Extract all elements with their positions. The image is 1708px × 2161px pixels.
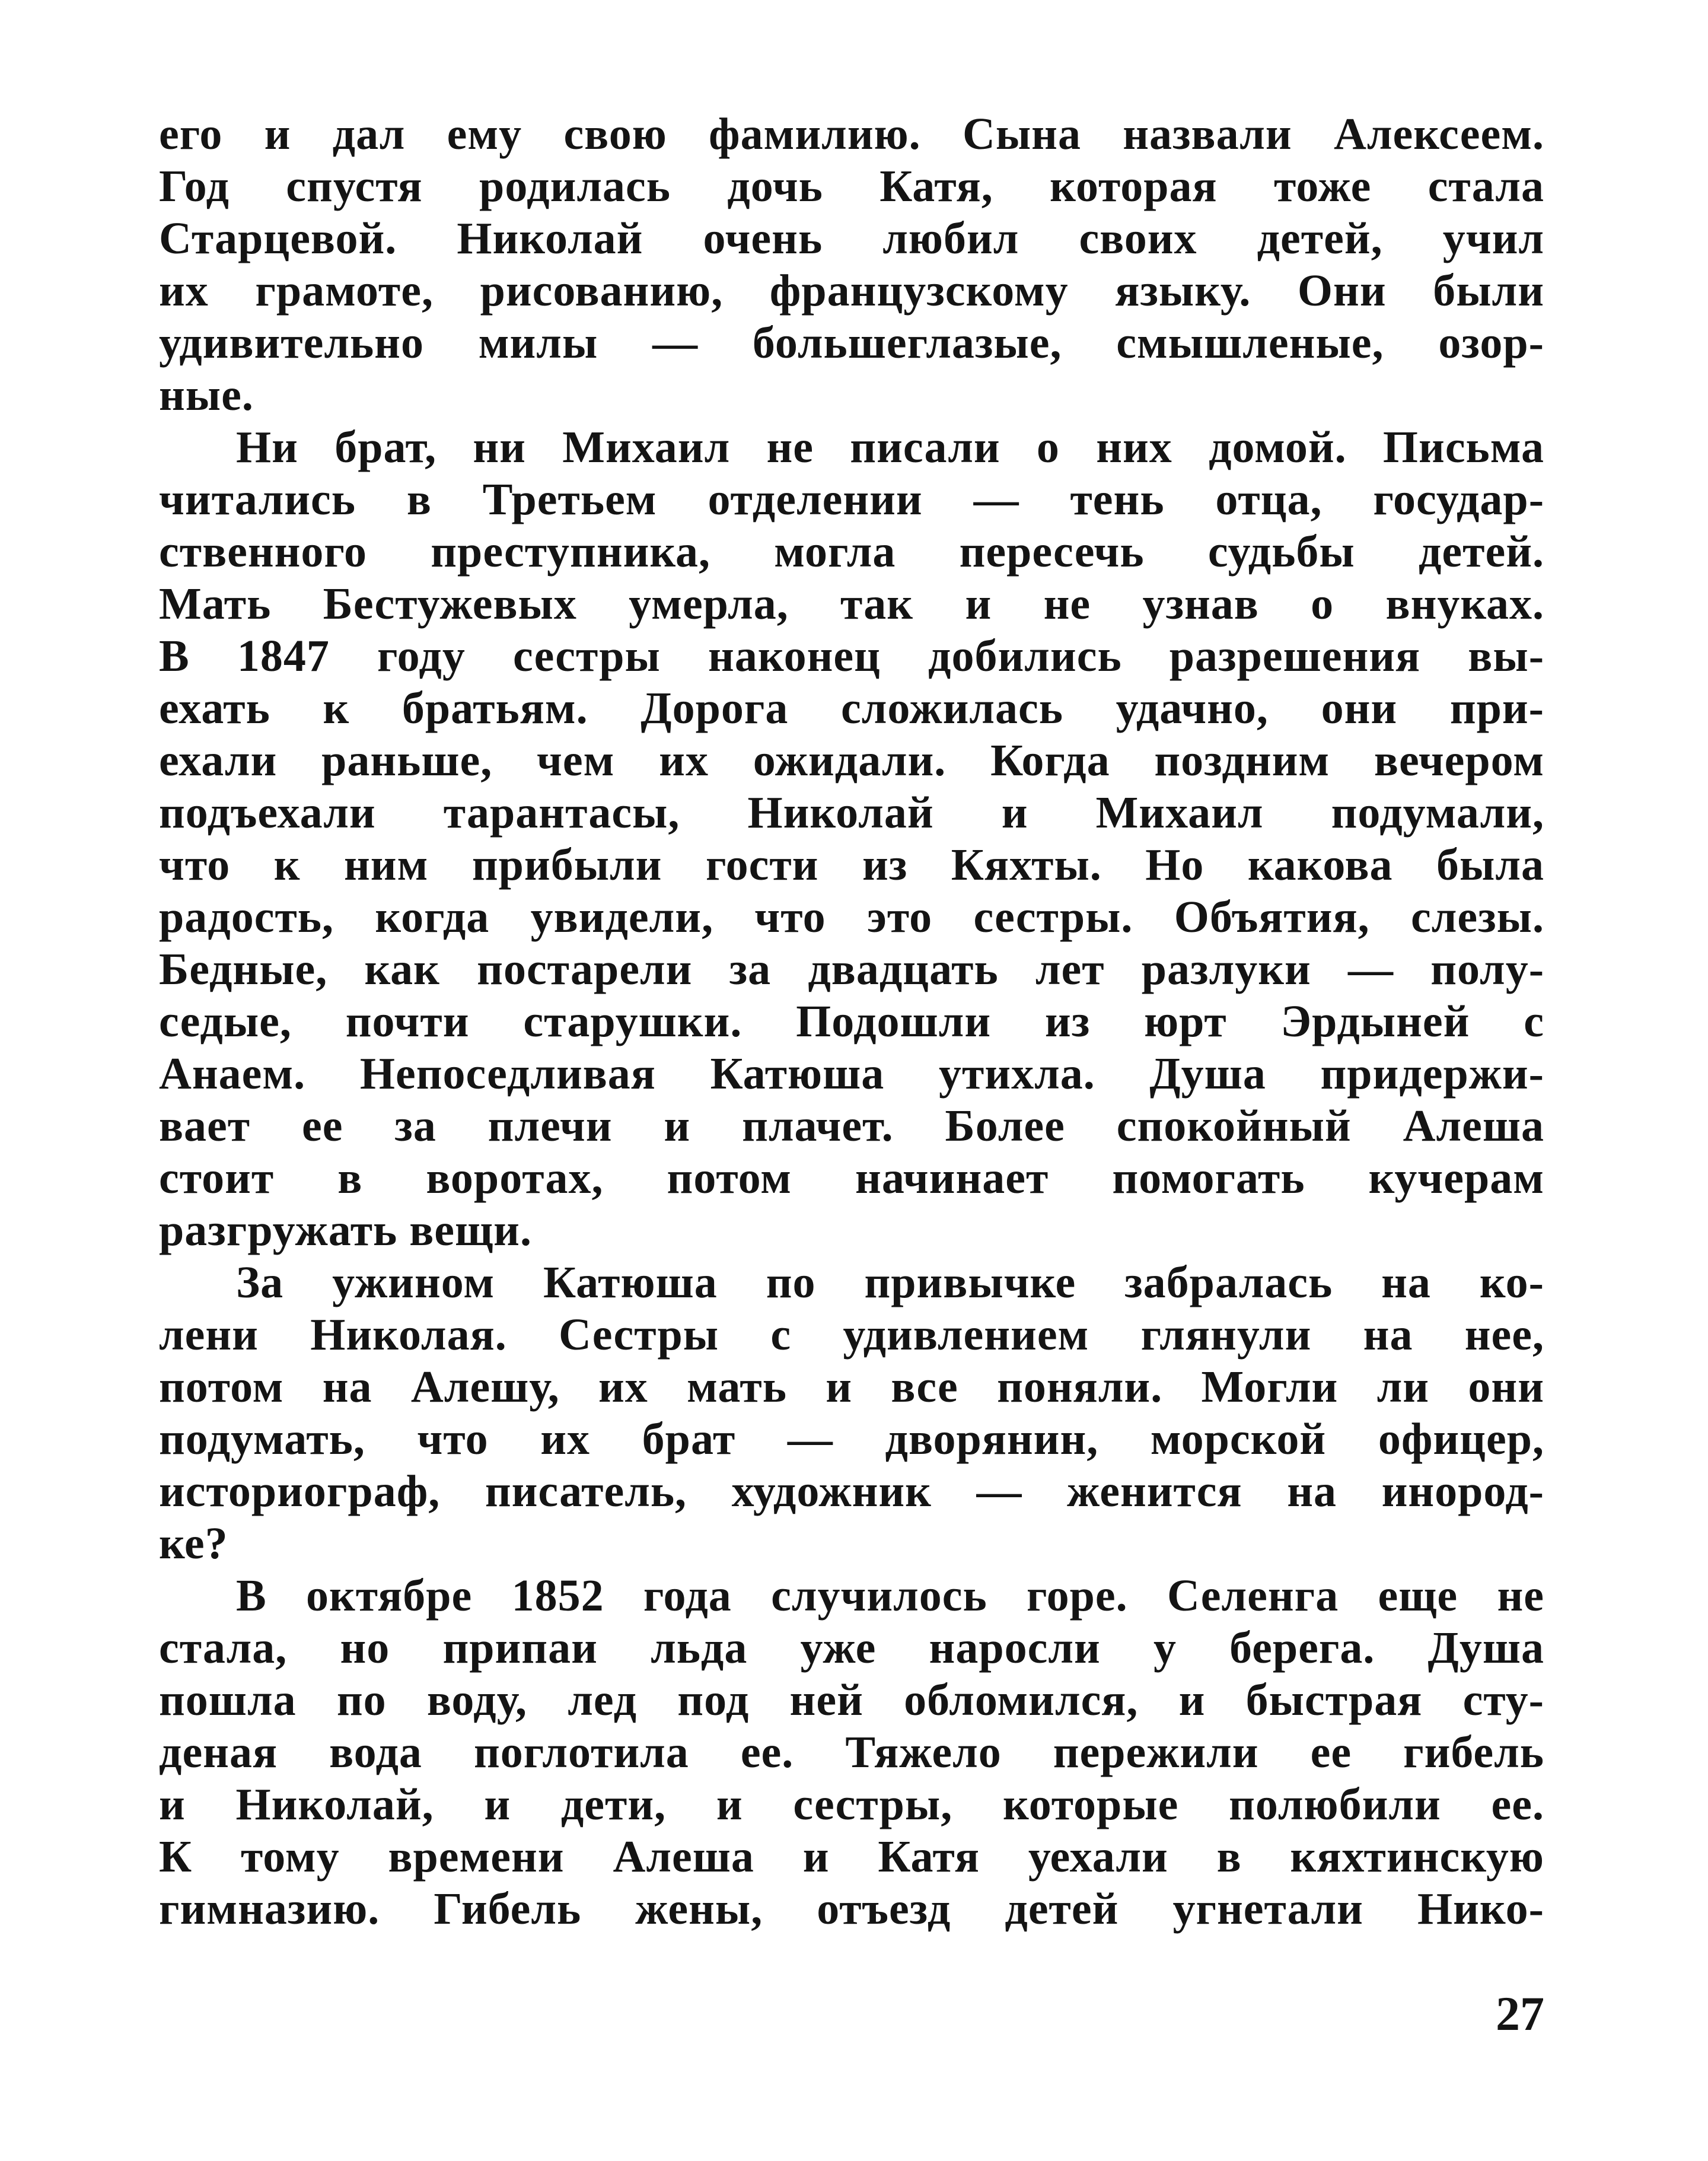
text-line: стоит в воротах, потом начинает помогать кучерам [159, 1153, 1544, 1203]
text-line: ные. [159, 370, 254, 420]
text-line: потом на Алешу, их мать и все поняли. Могли ли они [159, 1362, 1544, 1412]
paragraph [159, 1570, 1544, 1935]
text-line: В 1847 году сестры наконец добились разрешения вы- [159, 631, 1544, 681]
text-line: удивительно милы — большеглазые, смышленые, озор- [159, 318, 1544, 368]
text-line: Бедные, как постарели за двадцать лет разлуки — полу- [159, 944, 1544, 994]
page-number: 27 [1496, 1987, 1544, 2041]
text-line: разгружать вещи. [159, 1205, 532, 1255]
text-line: деная вода поглотила ее. Тяжело пережили ее гибель [159, 1727, 1544, 1777]
text-line: ехать к братьям. Дорога сложилась удачно, они при- [159, 683, 1544, 733]
text-line: К тому времени Алеша и Катя уехали в кяхтинскую [159, 1832, 1544, 1882]
text-line: подумать, что их брат — дворянин, морской офицер, [159, 1414, 1544, 1464]
paragraph [159, 1256, 1544, 1570]
text-line: историограф, писатель, художник — женится на инород- [159, 1466, 1544, 1516]
text-line: лени Николая. Сестры с удивлением глянули на нее, [159, 1310, 1544, 1360]
text-line: их грамоте, рисованию, французскому языку. Они были [159, 266, 1544, 316]
text-line: и Николай, и дети, и сестры, которые полюбили ее. [159, 1780, 1544, 1829]
text-line: вает ее за плечи и плачет. Более спокойный Алеша [159, 1101, 1544, 1151]
paragraph [159, 421, 1544, 1256]
page-text [159, 108, 1544, 1935]
text-line: пошла по воду, лед под ней обломился, и быстрая сту- [159, 1675, 1544, 1725]
paragraph [159, 108, 1544, 421]
text-line: его и дал ему свою фамилию. Сына назвали Алексеем. [159, 109, 1544, 159]
text-line: Анаем. Непоседливая Катюша утихла. Душа придержи- [159, 1049, 1544, 1099]
text-line: ке? [159, 1519, 228, 1568]
text-line: радость, когда увидели, что это сестры. Объятия, слезы. [159, 892, 1544, 942]
text-line: В октябре 1852 года случилось горе. Селенга еще не [236, 1571, 1544, 1621]
text-line: стала, но припаи льда уже наросли у берега. Душа [159, 1623, 1544, 1673]
text-line: Старцевой. Николай очень любил своих детей, учил [159, 214, 1544, 263]
text-line: седые, почти старушки. Подошли из юрт Эрдыней с [159, 997, 1544, 1046]
text-line: За ужином Катюша по привычке забралась на ко- [236, 1258, 1544, 1307]
text-line: Год спустя родилась дочь Катя, которая тоже стала [159, 161, 1544, 211]
text-line: читались в Третьем отделении — тень отца, государ- [159, 475, 1544, 524]
text-line: ственного преступника, могла пересечь судьбы детей. [159, 527, 1544, 577]
text-line: Мать Бестужевых умерла, так и не узнав о внуках. [159, 579, 1544, 629]
text-line: подъехали тарантасы, Николай и Михаил подумали, [159, 788, 1544, 838]
text-line: Ни брат, ни Михаил не писали о них домой. Письма [236, 422, 1544, 472]
text-line: гимназию. Гибель жены, отъезд детей угнетали Нико- [159, 1884, 1544, 1934]
text-line: что к ним прибыли гости из Кяхты. Но какова была [159, 840, 1544, 890]
text-line: ехали раньше, чем их ожидали. Когда поздним вечером [159, 736, 1544, 785]
